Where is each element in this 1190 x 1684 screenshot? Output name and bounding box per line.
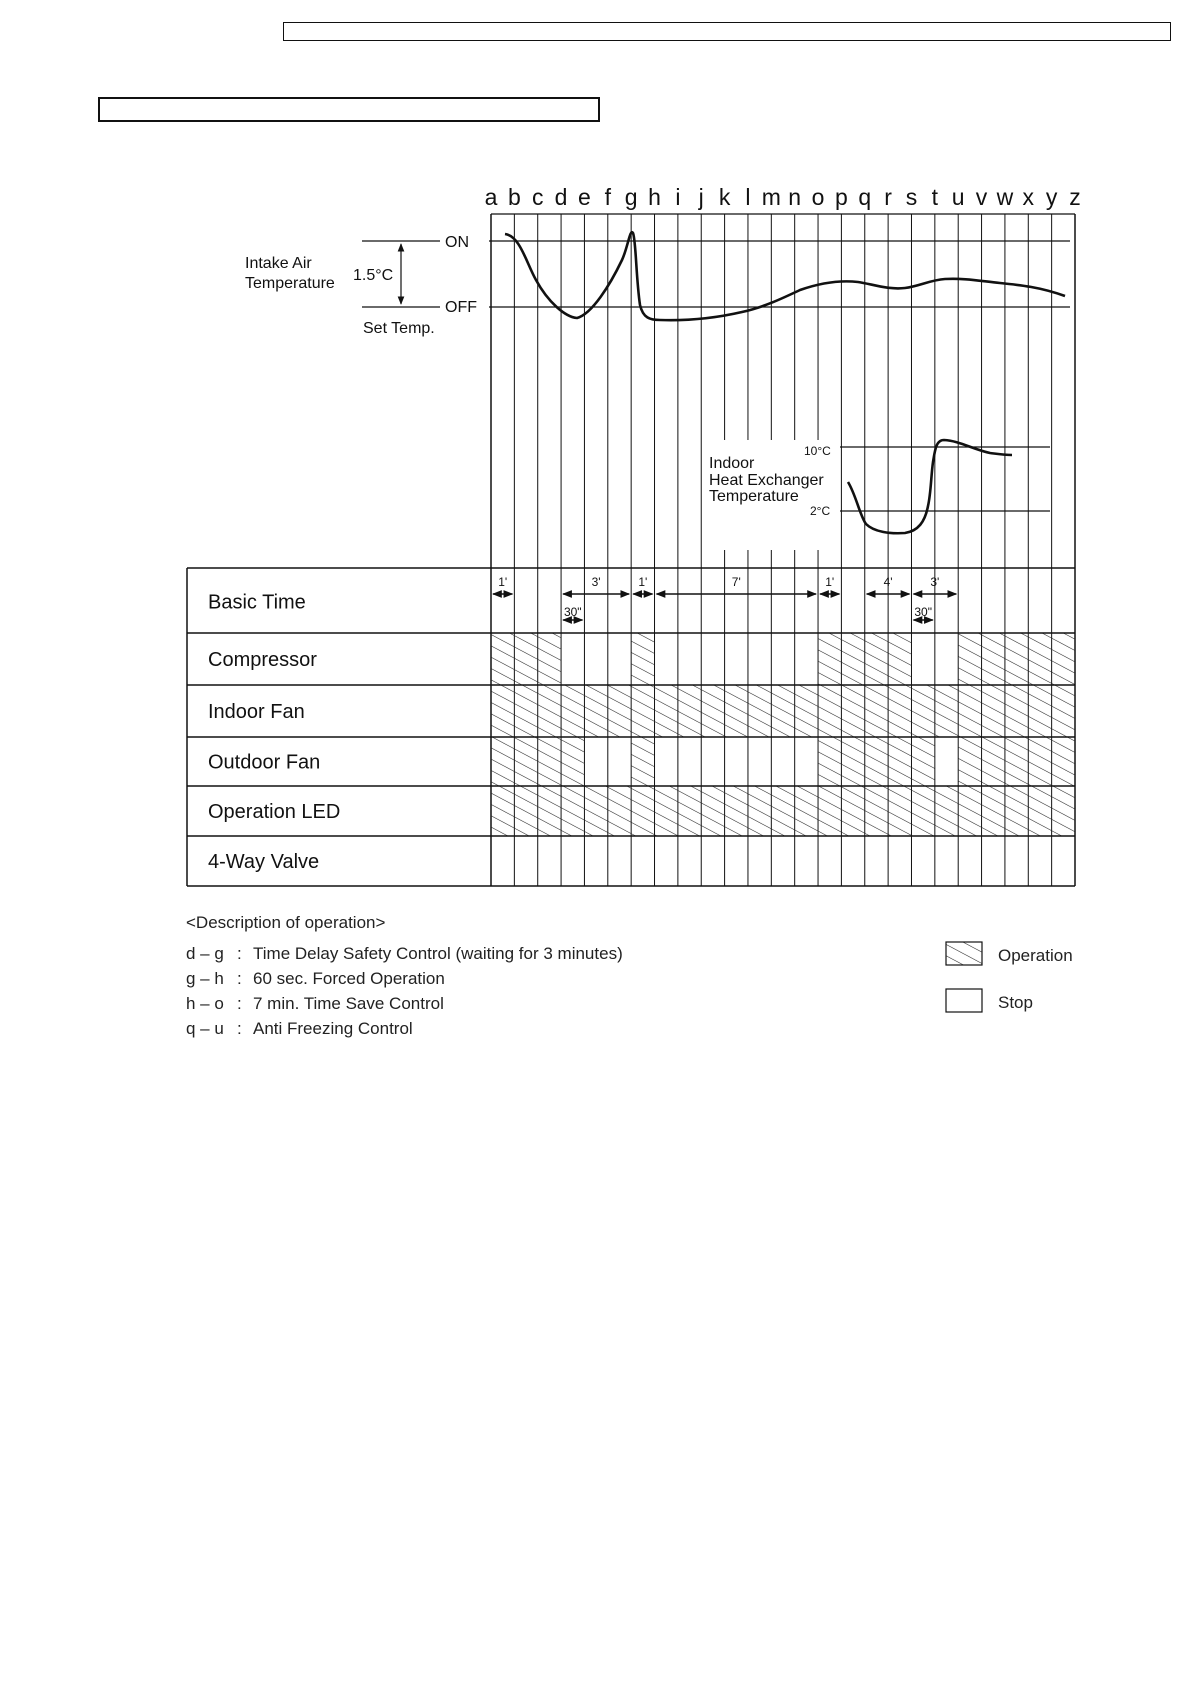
basic-time-label: 1' xyxy=(498,575,508,589)
description-text: 60 sec. Forced Operation xyxy=(253,969,445,988)
basic-time-mark xyxy=(493,575,512,594)
row-label: Indoor Fan xyxy=(208,701,305,723)
column-letter-h: h xyxy=(648,184,661,210)
set-temp-label: Set Temp. xyxy=(363,320,435,337)
intake-air-section xyxy=(245,232,1070,337)
column-letter-m: m xyxy=(761,184,781,210)
description-range: g – h xyxy=(186,969,224,988)
column-letters xyxy=(485,184,1081,210)
description-colon: : xyxy=(237,969,242,988)
operation-segment xyxy=(958,633,1075,685)
legend-stop-label: Stop xyxy=(998,993,1033,1012)
column-letter-o: o xyxy=(811,184,825,210)
basic-time-mark xyxy=(633,575,652,594)
operation-segment xyxy=(958,737,1075,786)
description-text: 7 min. Time Save Control xyxy=(253,994,444,1013)
column-letter-c: c xyxy=(531,184,544,210)
column-letter-i: i xyxy=(675,184,681,210)
basic-time-label: 1' xyxy=(825,575,835,589)
basic-time-label: 30" xyxy=(914,605,932,619)
intake-label-2: Temperature xyxy=(245,275,335,292)
column-letter-v: v xyxy=(975,184,988,210)
row-label-basic-time: Basic Time xyxy=(208,591,306,614)
row-label: Outdoor Fan xyxy=(208,751,321,774)
description-of-operation xyxy=(186,913,623,1038)
column-letter-w: w xyxy=(996,184,1014,210)
description-text: Anti Freezing Control xyxy=(253,1019,413,1038)
column-letter-g: g xyxy=(624,184,638,210)
description-range: q – u xyxy=(186,1019,224,1038)
on-label: ON xyxy=(445,234,469,251)
basic-time-label: 30" xyxy=(563,605,582,619)
operation-segment xyxy=(818,633,911,685)
basic-time-mark xyxy=(563,575,629,594)
heat-exchanger-temperature-curve xyxy=(848,440,1012,533)
column-letter-x: x xyxy=(1022,184,1035,210)
hx-high-label: 10°C xyxy=(804,444,831,458)
description-range: d – g xyxy=(186,944,224,963)
description-colon: : xyxy=(237,994,242,1013)
column-letter-y: y xyxy=(1045,184,1058,210)
basic-time-mark xyxy=(913,605,932,620)
basic-time-label: 7' xyxy=(731,575,741,589)
description-colon: : xyxy=(237,1019,242,1038)
basic-time-mark xyxy=(563,605,582,620)
row-label: Compressor xyxy=(208,649,317,671)
hx-label-3: Temperature xyxy=(709,488,799,505)
row-label: 4-Way Valve xyxy=(208,851,320,873)
row-label: Operation LED xyxy=(208,801,341,823)
operation-segment xyxy=(491,786,1075,836)
off-label: OFF xyxy=(445,299,477,316)
description-text: Time Delay Safety Control (waiting for 3 minutes) xyxy=(253,944,623,963)
basic-time-label: 1' xyxy=(638,575,648,589)
description-title: <Description of operation> xyxy=(186,913,386,932)
basic-time-label: 3' xyxy=(591,575,601,589)
column-letter-j: j xyxy=(698,184,704,210)
basic-time-mark xyxy=(657,575,817,594)
column-letter-u: u xyxy=(951,184,965,210)
description-colon: : xyxy=(237,944,242,963)
delta-label: 1.5°C xyxy=(353,267,394,284)
column-letter-e: e xyxy=(578,184,591,210)
column-letter-p: p xyxy=(835,184,848,210)
legend-stop-swatch xyxy=(946,989,982,1012)
column-letter-b: b xyxy=(507,184,521,210)
column-letter-f: f xyxy=(604,184,611,210)
legend xyxy=(946,942,1073,1012)
operation-segment xyxy=(491,685,1075,737)
intake-label-1: Intake Air xyxy=(245,255,312,272)
hx-low-label: 2°C xyxy=(810,504,831,518)
column-letter-q: q xyxy=(858,184,872,210)
column-letter-z: z xyxy=(1069,184,1081,210)
operation-segment xyxy=(818,737,935,786)
operation-segment xyxy=(491,737,584,786)
basic-time-label: 3' xyxy=(930,575,940,589)
column-letter-n: n xyxy=(788,184,802,210)
hx-label-1: Indoor xyxy=(709,455,755,472)
column-letter-t: t xyxy=(931,184,939,210)
basic-time-mark xyxy=(820,575,839,594)
column-letter-s: s xyxy=(905,184,918,210)
operation-segment xyxy=(631,737,654,786)
hx-label-2: Heat Exchanger xyxy=(709,472,824,489)
legend-operation-label: Operation xyxy=(998,946,1073,965)
column-letter-d: d xyxy=(554,184,568,210)
legend-operation-swatch xyxy=(946,942,982,965)
column-letter-r: r xyxy=(884,184,892,210)
column-letter-a: a xyxy=(484,184,498,210)
operation-segment xyxy=(631,633,654,685)
column-letter-k: k xyxy=(718,184,731,210)
description-range: h – o xyxy=(186,994,224,1013)
column-letter-l: l xyxy=(745,184,751,210)
heat-exchanger-section xyxy=(705,440,1050,550)
basic-time-label: 4' xyxy=(883,575,893,589)
operation-segment xyxy=(491,633,561,685)
